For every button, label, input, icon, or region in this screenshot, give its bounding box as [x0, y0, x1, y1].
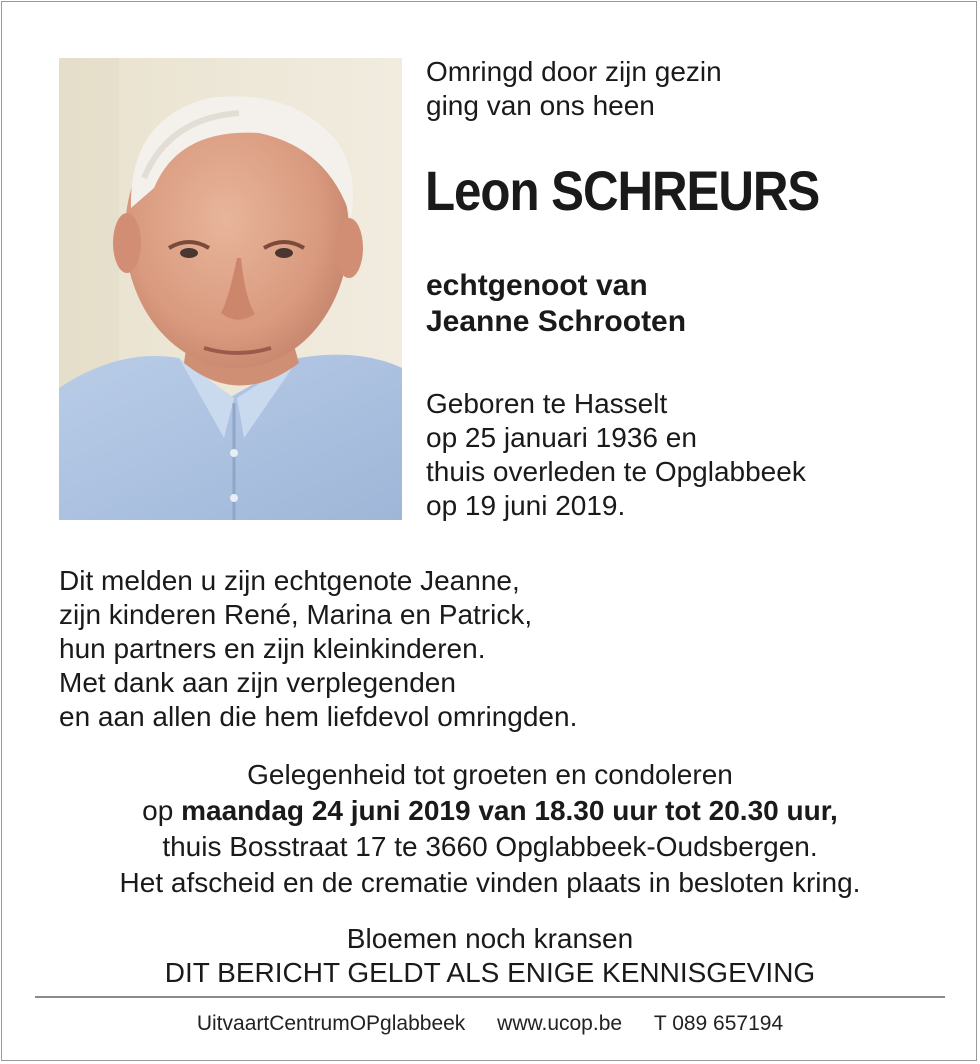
visitation-line: Het afscheid en de crematie vinden plaats in besloten kring. — [119, 867, 861, 898]
family-line: hun partners en zijn kleinkinderen. — [59, 633, 486, 664]
family-line: Met dank aan zijn verplegenden — [59, 667, 456, 698]
visitation-line: Gelegenheid tot groeten en condoleren — [247, 759, 733, 790]
footer — [0, 1010, 980, 1038]
closing-text — [0, 922, 980, 990]
visitation-date-line — [0, 793, 980, 829]
footer-company: UitvaartCentrumOPglabbeek — [196, 1012, 466, 1035]
intro-line: ging van ons heen — [426, 90, 655, 121]
visitation-text — [0, 757, 980, 901]
portrait-photo — [59, 58, 402, 520]
deceased-name: Leon SCHREURS — [425, 159, 820, 222]
birth-death-line: Geboren te Hasselt — [426, 388, 668, 419]
birth-death-text — [426, 387, 806, 523]
footer-divider — [35, 996, 945, 998]
birth-death-line: op 19 juni 2019. — [426, 490, 626, 521]
family-line: en aan allen die hem liefdevol omringden. — [59, 701, 578, 732]
visitation-address: thuis Bosstraat 17 te 3660 Opglabbeek-Oudsbergen. — [162, 831, 818, 862]
birth-death-line: thuis overleden te Opglabbeek — [426, 456, 806, 487]
family-line: zijn kinderen René, Marina en Patrick, — [59, 599, 533, 630]
visitation-datetime: maandag 24 juni 2019 van 18.30 uur tot 20.30 uur, — [181, 795, 838, 826]
spouse-line: echtgenoot van — [426, 269, 648, 302]
intro-text — [426, 55, 722, 123]
footer-website[interactable]: www.ucop.be — [497, 1012, 623, 1035]
family-text — [59, 564, 577, 734]
family-line: Dit melden u zijn echtgenote Jeanne, — [59, 565, 520, 596]
closing-notice: DIT BERICHT GELDT ALS ENIGE KENNISGEVING — [164, 957, 816, 988]
birth-death-line: op 25 januari 1936 en — [426, 422, 697, 453]
footer-phone: T 089 657194 — [653, 1012, 784, 1035]
visitation-prefix: op — [142, 795, 182, 826]
intro-line: Omringd door zijn gezin — [426, 56, 722, 87]
spouse-text — [426, 268, 686, 340]
closing-line: Bloemen noch kransen — [346, 923, 634, 954]
spouse-name: Jeanne Schrooten — [426, 305, 687, 338]
